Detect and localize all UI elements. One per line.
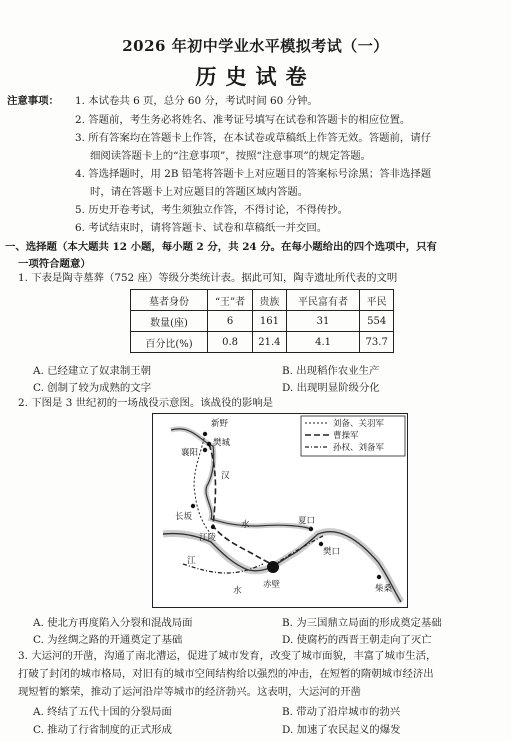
note-item: 细阅读答题卡上的“注意事项”，按照“注意事项”的规定答题。 bbox=[90, 150, 372, 162]
note-item: 6. 考试结束时，请将答题卡、试卷和草稿纸一并交回。 bbox=[75, 222, 328, 234]
map-label: 夏口 bbox=[298, 516, 316, 526]
table-cell: 4.1 bbox=[286, 332, 360, 353]
q2-option-a: A. 使北方再度陷入分裂和混战局面 bbox=[33, 617, 193, 629]
legend-item: 刘备、关羽军 bbox=[333, 419, 385, 429]
note-item: 4. 答选择题时，用 2B 铅笔将答题卡上对应题目的答案标号涂黑；答非选择题 bbox=[75, 168, 432, 180]
table-cell: 数量(座) bbox=[131, 311, 208, 332]
map-label: 赤壁 bbox=[263, 580, 281, 590]
table-cell: 554 bbox=[360, 311, 394, 332]
map-label: 襄阳 bbox=[181, 448, 199, 458]
notes-label: 注意事项： bbox=[7, 95, 59, 107]
map-label: 樊口 bbox=[323, 547, 341, 557]
q3-option-b: B. 带动了沿岸城市的勃兴 bbox=[282, 706, 401, 718]
map-label: 柴桑 bbox=[375, 584, 393, 594]
map-label: 长坂 bbox=[175, 512, 193, 522]
note-item: 时，请在答题卡上对应题目的答题区域内答题。 bbox=[90, 186, 309, 198]
battle-map bbox=[152, 413, 408, 608]
q3-stem-line: 现短暂的繁荣，推动了运河沿岸等城市的经济勃兴。这表明，大运河的开凿 bbox=[18, 686, 361, 698]
q1-stem: 1. 下表是陶寺墓葬（752 座）等级分类统计表。据此可知，陶寺遗址所代表的文明 bbox=[18, 272, 398, 284]
map-label: 樊城 bbox=[213, 438, 231, 448]
exam-title: 2026 年初中学业水平模拟考试（一） bbox=[122, 37, 389, 55]
q1-option-c: C. 创制了较为成熟的文字 bbox=[33, 382, 152, 394]
note-item: 5. 历史开卷考试，考生须独立作答，不得讨论，不得传抄。 bbox=[75, 204, 348, 216]
legend-item: 孙权、刘备军 bbox=[333, 443, 385, 453]
q2-option-d: D. 使腐朽的西晋王朝走向了灭亡 bbox=[282, 634, 432, 646]
q3-option-d: D. 加速了农民起义的爆发 bbox=[282, 724, 401, 736]
q1-option-a: A. 已经建立了奴隶制王朝 bbox=[33, 365, 152, 377]
map-label: 新野 bbox=[211, 419, 229, 429]
table-cell: 墓者身份 bbox=[131, 290, 208, 311]
table-cell: 161 bbox=[253, 311, 287, 332]
table-cell: 0.8 bbox=[208, 332, 253, 353]
q2-stem: 2. 下图是 3 世纪初的一场战役示意图。该战役的影响是 bbox=[18, 397, 274, 409]
map-label: 江陵 bbox=[199, 533, 217, 543]
section-heading-cont: 一项符合题意） bbox=[18, 258, 91, 270]
map-label: 水 bbox=[241, 520, 250, 530]
q3-stem-line: 3. 大运河的开凿，沟通了南北漕运，促进了城市发育，改变了城市面貌，丰富了城市生活， bbox=[18, 650, 437, 662]
q3-option-c: C. 推动了行省制度的正式形成 bbox=[33, 724, 172, 736]
q2-option-c: C. 为丝绸之路的开通奠定了基础 bbox=[33, 634, 183, 646]
table-cell: 31 bbox=[286, 311, 360, 332]
table-row bbox=[131, 311, 394, 332]
table-cell: 6 bbox=[208, 311, 253, 332]
q1-option-d: D. 出现明显阶级分化 bbox=[282, 382, 380, 394]
section-heading: 一、选择题（本大题共 12 小题，每小题 2 分，共 24 分。在每小题给出的四个选项中，只有 bbox=[5, 241, 437, 253]
table-cell: “王”者 bbox=[208, 290, 253, 311]
table-cell: 平民富有者 bbox=[286, 290, 360, 311]
q1-option-b: B. 出现稻作农业生产 bbox=[282, 365, 380, 377]
q3-stem-line: 打破了封闭的城市格局，对旧有的城市空间结构给以强烈的冲击，在短暂的隋朝城市经济出 bbox=[18, 668, 434, 680]
note-item: 2. 答题前，考生务必将姓名、准考证号填写在试卷和答题卡的相应位置。 bbox=[75, 114, 411, 126]
table-row bbox=[131, 332, 394, 353]
table-cell: 贵族 bbox=[253, 290, 287, 311]
legend-item: 曹操军 bbox=[333, 431, 359, 441]
map-label: 江 bbox=[187, 556, 196, 566]
q1-table bbox=[130, 289, 394, 353]
table-cell: 百分比(%) bbox=[131, 332, 208, 353]
table-header-row bbox=[131, 290, 394, 311]
table-cell: 平民 bbox=[360, 290, 394, 311]
q2-option-b: B. 为三国鼎立局面的形成奠定基础 bbox=[282, 617, 442, 629]
q3-option-a: A. 终结了五代十国的分裂局面 bbox=[33, 706, 172, 718]
note-item: 1. 本试卷共 6 页，总分 60 分，考试时间 60 分钟。 bbox=[75, 95, 318, 107]
subject-title: 历史试卷 bbox=[195, 64, 316, 89]
table-cell: 21.4 bbox=[253, 332, 287, 353]
map-label: 水 bbox=[233, 586, 242, 596]
table-cell: 73.7 bbox=[360, 332, 394, 353]
note-item: 3. 所有答案均在答题卡上作答，在本试卷或草稿纸上作答无效。答题前，请仔 bbox=[75, 132, 432, 144]
map-label: 汉 bbox=[221, 471, 230, 481]
